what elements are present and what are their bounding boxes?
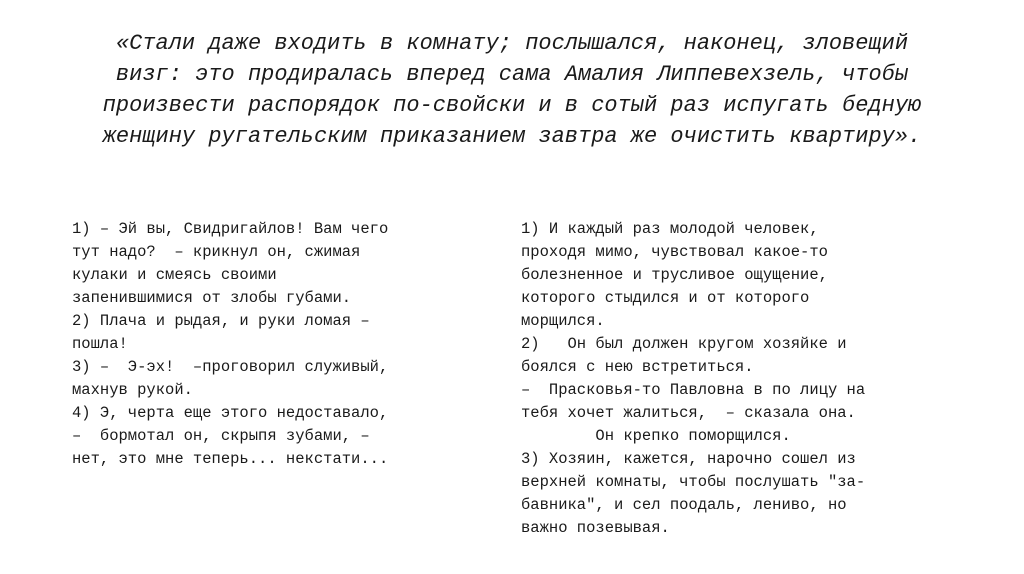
quote-line: произвести распорядок по-свойски и в сотый раз испугать бедную: [102, 93, 922, 118]
right-line: 1) И каждый раз молодой человек,: [521, 220, 819, 238]
left-line: 4) Э, черта еще этого недоставало,: [72, 404, 389, 422]
quote-paragraph: [14, 28, 1010, 152]
quote-line: «Стали даже входить в комнату; послышался, наконец, зловещий: [115, 31, 909, 56]
left-line: – бормотал он, скрыпя зубами, –: [72, 427, 370, 445]
right-line: верхней комнаты, чтобы послушать "за-: [521, 473, 866, 491]
left-line: запенившимися от злобы губами.: [72, 289, 352, 307]
right-line: морщился.: [521, 312, 605, 330]
left-line: нет, это мне теперь... некстати...: [72, 450, 389, 468]
left-line: 2) Плача и рыдая, и руки ломая –: [72, 312, 370, 330]
left-examples-column: [72, 218, 492, 471]
quote-line: женщину ругательским приказанием завтра же очистить квартиру».: [102, 124, 922, 149]
left-line: кулаки и смеясь своими: [72, 266, 277, 284]
left-line: махнув рукой.: [72, 381, 193, 399]
left-line: пошла!: [72, 335, 128, 353]
right-line: бавника", и сел поодаль, лениво, но: [521, 496, 847, 514]
left-line: тут надо? – крикнул он, сжимая: [72, 243, 361, 261]
right-line: проходя мимо, чувствовал какое-то: [521, 243, 828, 261]
right-line: которого стыдился и от которого: [521, 289, 810, 307]
quote-line: визг: это продиралась вперед сама Амалия Липпевехзель, чтобы: [115, 62, 909, 87]
right-line: болезненное и трусливое ощущение,: [521, 266, 828, 284]
right-line: 2) Он был должен кругом хозяйке и: [521, 335, 847, 353]
right-examples-column: [521, 218, 981, 540]
right-line: боялся с нею встретиться.: [521, 358, 754, 376]
right-line: – Прасковья-то Павловна в по лицу на: [521, 381, 866, 399]
left-line: 1) – Эй вы, Свидригайлов! Вам чего: [72, 220, 389, 238]
left-line: 3) – Э-эх! –проговорил служивый,: [72, 358, 389, 376]
right-line: важно позевывая.: [521, 519, 670, 537]
right-line: тебя хочет жалиться, – сказала она.: [521, 404, 856, 422]
right-line: Он крепко поморщился.: [521, 427, 791, 445]
right-line: 3) Хозяин, кажется, нарочно сошел из: [521, 450, 856, 468]
